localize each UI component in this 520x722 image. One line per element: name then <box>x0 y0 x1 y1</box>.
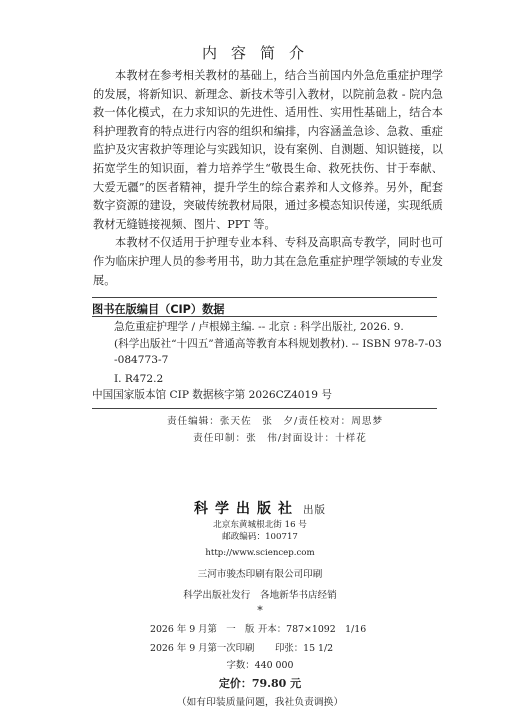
cip-header-rule <box>92 316 437 317</box>
publisher-logo <box>0 498 520 518</box>
cip-top-rule <box>92 297 437 298</box>
cip-line-2: (科学出版社“十四五”普通高等教育本科规划教材). -- ISBN 978-7-03 <box>114 337 442 350</box>
cip-block <box>92 319 442 404</box>
staff-line-2: 责任印制：张 伟/封面设计：十样花 <box>193 433 367 444</box>
cip-line-1: 急危重症护理学 / 卢根娣主编. -- 北京 : 科学出版社, 2026. 9. <box>114 321 404 333</box>
publisher-website: http://www.sciencep.com <box>205 548 315 558</box>
cip-line-4: Ⅰ. R472.2 <box>114 372 164 385</box>
price: 定价：79.80 元 <box>218 677 302 690</box>
publisher-details <box>0 520 520 560</box>
page-title: 内容简介 <box>201 44 318 62</box>
separator-star: * <box>257 604 263 617</box>
publisher-logo-suffix: 出版 <box>303 504 326 516</box>
print-sheets: 印张：15 1/2 <box>275 643 334 654</box>
intro-paragraph-2: 本教材不仅适用于护理专业本科、专科及高职高专教学，同时也可作为临床护理人员的参考用书，助力其在急危重症护理学领域的专业发展。 <box>93 236 443 287</box>
word-count: 字数：440 000 <box>226 660 294 671</box>
cip-line-5: 中国国家版本馆 CIP 数据核字第 2026CZ4019 号 <box>92 389 332 401</box>
intro-text <box>93 67 443 290</box>
cip-heading: 图书在版编目（CIP）数据 <box>92 303 225 316</box>
cip-line-3: -084773-7 <box>114 354 169 366</box>
quality-notice: （如有印装质量问题，我社负责调换） <box>176 697 344 708</box>
format: 开本：787×1092 1/16 <box>258 624 367 635</box>
cip-bottom-rule <box>92 408 437 409</box>
staff-line-1: 责任编辑：张天佐 张 夕/责任校对：周思梦 <box>166 416 384 427</box>
intro-paragraph-1: 本教材在参考相关教材的基础上，结合当前国内外急危重症护理学的发展，将新知识、新理念、新技术等引入教材，以院前急救 - 院内急救一体化模式，在力求知识的先进性、适用性、实用性基础上，结合本科护理教育的特点进行内容的组织和编排，内容涵盖急诊、急救、重症监护及灾害救护等理论与实践知识，设有案例、自测题、知识链接，以拓宽学生的知识面，着力培养学生“敬畏生命、救死扶伤、甘于奉献、大爱无疆”的医者精神，提升学生的综合素养和人文修养。另外，配套数字资源的建设，突破传统教材局限，通过多模态知识传递，实现纸质教材无缝链接视频、图片、PPT 等。 <box>93 69 443 231</box>
distribution: 科学出版社发行 各地新华书店经销 <box>183 590 337 601</box>
publisher-postcode: 邮政编码：100717 <box>222 531 298 542</box>
printer: 三河市骏杰印刷有限公司印刷 <box>197 569 323 580</box>
printing: 2026 年 9 月第一次印刷 <box>150 643 255 654</box>
publisher-address: 北京东黄城根北街 16 号 <box>213 520 307 530</box>
staff-credits <box>0 413 520 447</box>
edition: 2026 年 9 月第 一 版 <box>150 624 255 635</box>
publisher-logo-text: 科学出版社 <box>194 501 299 517</box>
